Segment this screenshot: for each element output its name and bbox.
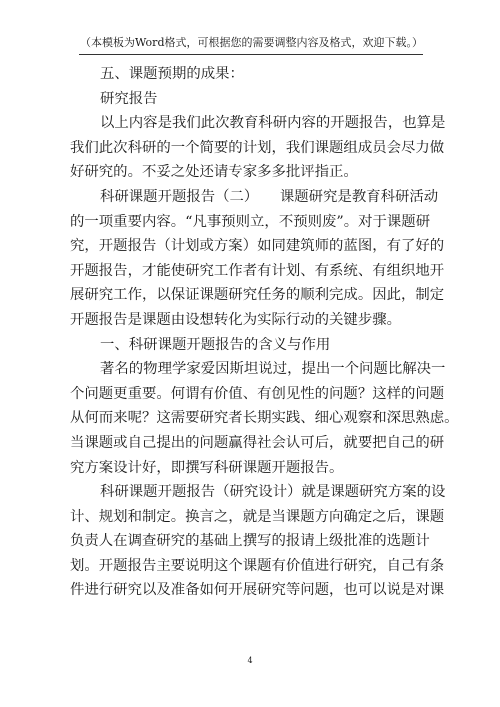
section-heading: 五、课题预期的成果： bbox=[100, 66, 244, 82]
paragraph-line: 好研究的。不妥之处还请专家多多批评指正。 bbox=[70, 164, 358, 181]
paragraph-line: 科研课题开题报告（研究设计）就是课题研究方案的设 bbox=[100, 484, 446, 501]
paragraph-line: 著名的物理学家爱因斯坦说过，提出一个问题比解决一 bbox=[100, 361, 446, 378]
paragraph-line: 开题报告是课题由设想转化为实际行动的关键步骤。 bbox=[70, 311, 401, 328]
paragraph-line: 件进行研究以及准备如何开展研究等问题，也可以说是对课 bbox=[70, 582, 445, 599]
subsection-heading: 研究报告 bbox=[100, 90, 158, 107]
paragraph-line: 计、规划和制定。换言之，就是当课题方向确定之后，课题 bbox=[70, 508, 445, 525]
document-body bbox=[70, 62, 459, 603]
paragraph-line: 科研课题开题报告（二） 课题研究是教育科研活动 bbox=[100, 188, 439, 205]
paragraph-line: 划。开题报告主要说明这个课题有价值进行研究，自己有条 bbox=[70, 557, 445, 574]
paragraph-line: 从何而来呢？这需要研究者长期实践、细心观察和深思熟虑。 bbox=[70, 410, 459, 427]
paragraph-line: 个问题更重要。何谓有价值、有创见性的问题？这样的问题 bbox=[70, 385, 445, 402]
paragraph-line: 我们此次科研的一个简要的计划，我们课题组成员会尽力做 bbox=[70, 139, 445, 156]
header-note: （本模板为Word格式，可根据您的需要调整内容及格式，欢迎下载。） bbox=[80, 36, 423, 49]
paragraph-line: 展研究工作，以保证课题研究任务的顺利完成。因此，制定 bbox=[70, 287, 445, 304]
section-heading: 一、科研课题开题报告的含义与作用 bbox=[100, 336, 331, 353]
paragraph-line: 究方案设计好，即撰写科研课题开题报告。 bbox=[70, 459, 344, 476]
paragraph-line: 开题报告，才能使研究工作者有计划、有系统、有组织地开 bbox=[70, 262, 445, 279]
paragraph-line: 负责人在调查研究的基础上撰写的报请上级批准的选题计 bbox=[70, 533, 430, 550]
page-number: 4 bbox=[247, 656, 253, 665]
paragraph-line: 当课题或自己提出的问题赢得社会认可后，就要把自己的研 bbox=[70, 434, 445, 451]
header-divider bbox=[79, 54, 423, 55]
paragraph-line: 以上内容是我们此次教育科研内容的开题报告，也算是 bbox=[100, 115, 446, 132]
paragraph-line: 究，开题报告（计划或方案）如同建筑师的蓝图，有了好的 bbox=[70, 238, 445, 255]
paragraph-line: 的一项重要内容。“凡事预则立，不预则废”。对于课题研 bbox=[70, 213, 431, 230]
